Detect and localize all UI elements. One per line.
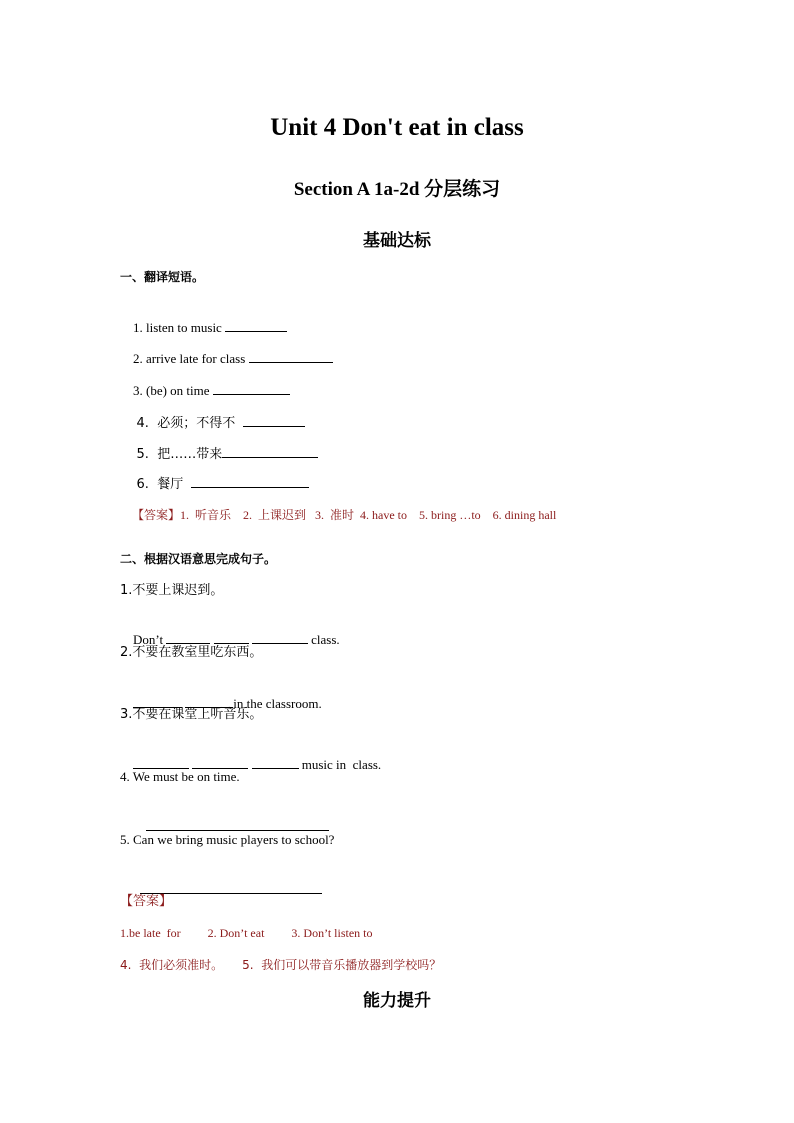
- answer-blank[interactable]: [140, 880, 322, 894]
- answer-label: 【答案】: [120, 894, 173, 909]
- section-heading-complete-sentences: 二、根据汉语意思完成句子。: [120, 552, 277, 566]
- answer-blank[interactable]: [214, 630, 249, 644]
- page-title: Unit 4 Don't eat in class: [270, 114, 524, 141]
- answer-text: 1. 听音乐 2. 上课迟到 3. 准时 4. have to 5. bring …to 6. dining hall: [180, 508, 557, 522]
- item-text: 3. (be) on time: [133, 383, 213, 398]
- answer-blank[interactable]: [192, 755, 248, 769]
- answer-blank[interactable]: [225, 318, 287, 332]
- question-cn: 1.不要上课迟到。: [120, 583, 224, 598]
- item-text: 1. listen to music: [133, 320, 226, 335]
- item-text: 6. 餐厅: [136, 477, 192, 492]
- item-text: 5. 把……带来: [136, 447, 223, 462]
- answer-blank[interactable]: [166, 630, 210, 644]
- answer-blank[interactable]: [191, 474, 309, 488]
- level-heading-advanced: 能力提升: [363, 991, 431, 1011]
- answer-blank[interactable]: [133, 755, 189, 769]
- question-cn: 3.不要在课堂上听音乐。: [120, 707, 263, 722]
- answer-blank[interactable]: [252, 630, 308, 644]
- answer-blank[interactable]: [249, 349, 333, 363]
- sentence-end: class.: [307, 632, 340, 647]
- answer-label: 【答案】: [132, 508, 181, 522]
- section-heading-translate: 一、翻译短语。: [120, 270, 205, 284]
- answer-key-part2-line1: 1.be late for 2. Don’t eat 3. Don’t listen to: [120, 926, 373, 940]
- page-subtitle: Section A 1a-2d 分层练习: [293, 179, 501, 200]
- question-en: 5. Can we bring music players to school?: [120, 832, 335, 847]
- answer-blank[interactable]: [252, 755, 299, 769]
- answer-blank[interactable]: [213, 381, 290, 395]
- answer-key-part2-line2: 4. 我们必须准时。 5. 我们可以带音乐播放器到学校吗？: [120, 958, 442, 972]
- sentence-end: music in class.: [298, 757, 382, 772]
- item-text: 2. arrive late for class: [133, 351, 249, 366]
- sentence-start: Don’t: [133, 632, 167, 647]
- answer-key-part1: [120, 488, 556, 542]
- answer-blank[interactable]: [243, 413, 305, 427]
- sentence-end: in the classroom.: [233, 696, 322, 711]
- level-heading-basic: 基础达标: [363, 231, 431, 251]
- question-en: 4. We must be on time.: [120, 769, 240, 784]
- answer-blank[interactable]: [146, 817, 329, 831]
- item-text: 4. 必须；不得不: [136, 416, 244, 431]
- question-cn: 2.不要在教室里吃东西。: [120, 645, 263, 660]
